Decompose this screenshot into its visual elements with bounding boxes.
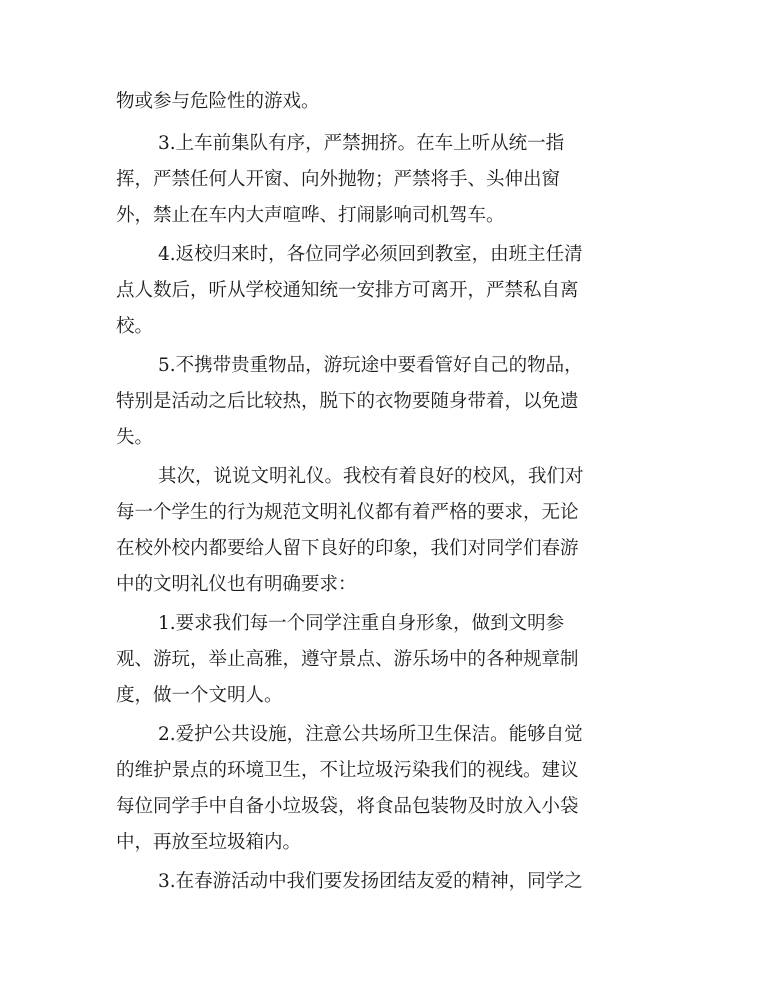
text-line: 度，做一个文明人。: [116, 685, 283, 706]
text-line: 4.返校归来时，各位同学必须回到教室，由班主任清: [158, 244, 583, 265]
text-line: 3.上车前集队有序，严禁拥挤。在车上听从统一指: [158, 133, 565, 154]
text-line: 每一个学生的行为规范文明礼仪都有着严格的要求，无论: [116, 502, 579, 523]
text-line: 每位同学手中自备小垃圾袋，将食品包装物及时放入小袋: [116, 796, 579, 817]
text-line: 中的文明礼仪也有明确要求：: [116, 574, 357, 595]
text-line: 特别是活动之后比较热，脱下的衣物要随身带着，以免遗: [116, 391, 579, 412]
text-line: 中，再放至垃圾箱内。: [116, 832, 302, 853]
text-line: 2.爱护公共设施，注意公共场所卫生保洁。能够自觉: [158, 724, 583, 745]
text-line: 观、游玩，举止高雅，遵守景点、游乐场中的各种规章制: [116, 649, 579, 670]
text-line: 在校外校内都要给人留下良好的印象，我们对同学们春游: [116, 538, 579, 559]
text-line: 5.不携带贵重物品，游玩途中要看管好自己的物品，: [158, 355, 583, 376]
text-line: 挥，严禁任何人开窗、向外抛物；严禁将手、头伸出窗: [116, 169, 561, 190]
text-line: 的维护景点的环境卫生，不让垃圾污染我们的视线。建议: [116, 760, 579, 781]
text-line: 校。: [116, 316, 154, 337]
text-line: 1.要求我们每一个同学注重自身形象，做到文明参: [158, 613, 565, 634]
text-line: 3.在春游活动中我们要发扬团结友爱的精神，同学之: [158, 871, 583, 892]
text-line: 失。: [116, 427, 154, 448]
text-line: 点人数后，听从学校通知统一安排方可离开，严禁私自离: [116, 280, 579, 301]
text-line: 其次，说说文明礼仪。我校有着良好的校风，我们对: [158, 466, 584, 487]
text-line: 外，禁止在车内大声喧哗、打闹影响司机驾车。: [116, 205, 505, 226]
text-line: 物或参与危险性的游戏。: [116, 91, 320, 112]
